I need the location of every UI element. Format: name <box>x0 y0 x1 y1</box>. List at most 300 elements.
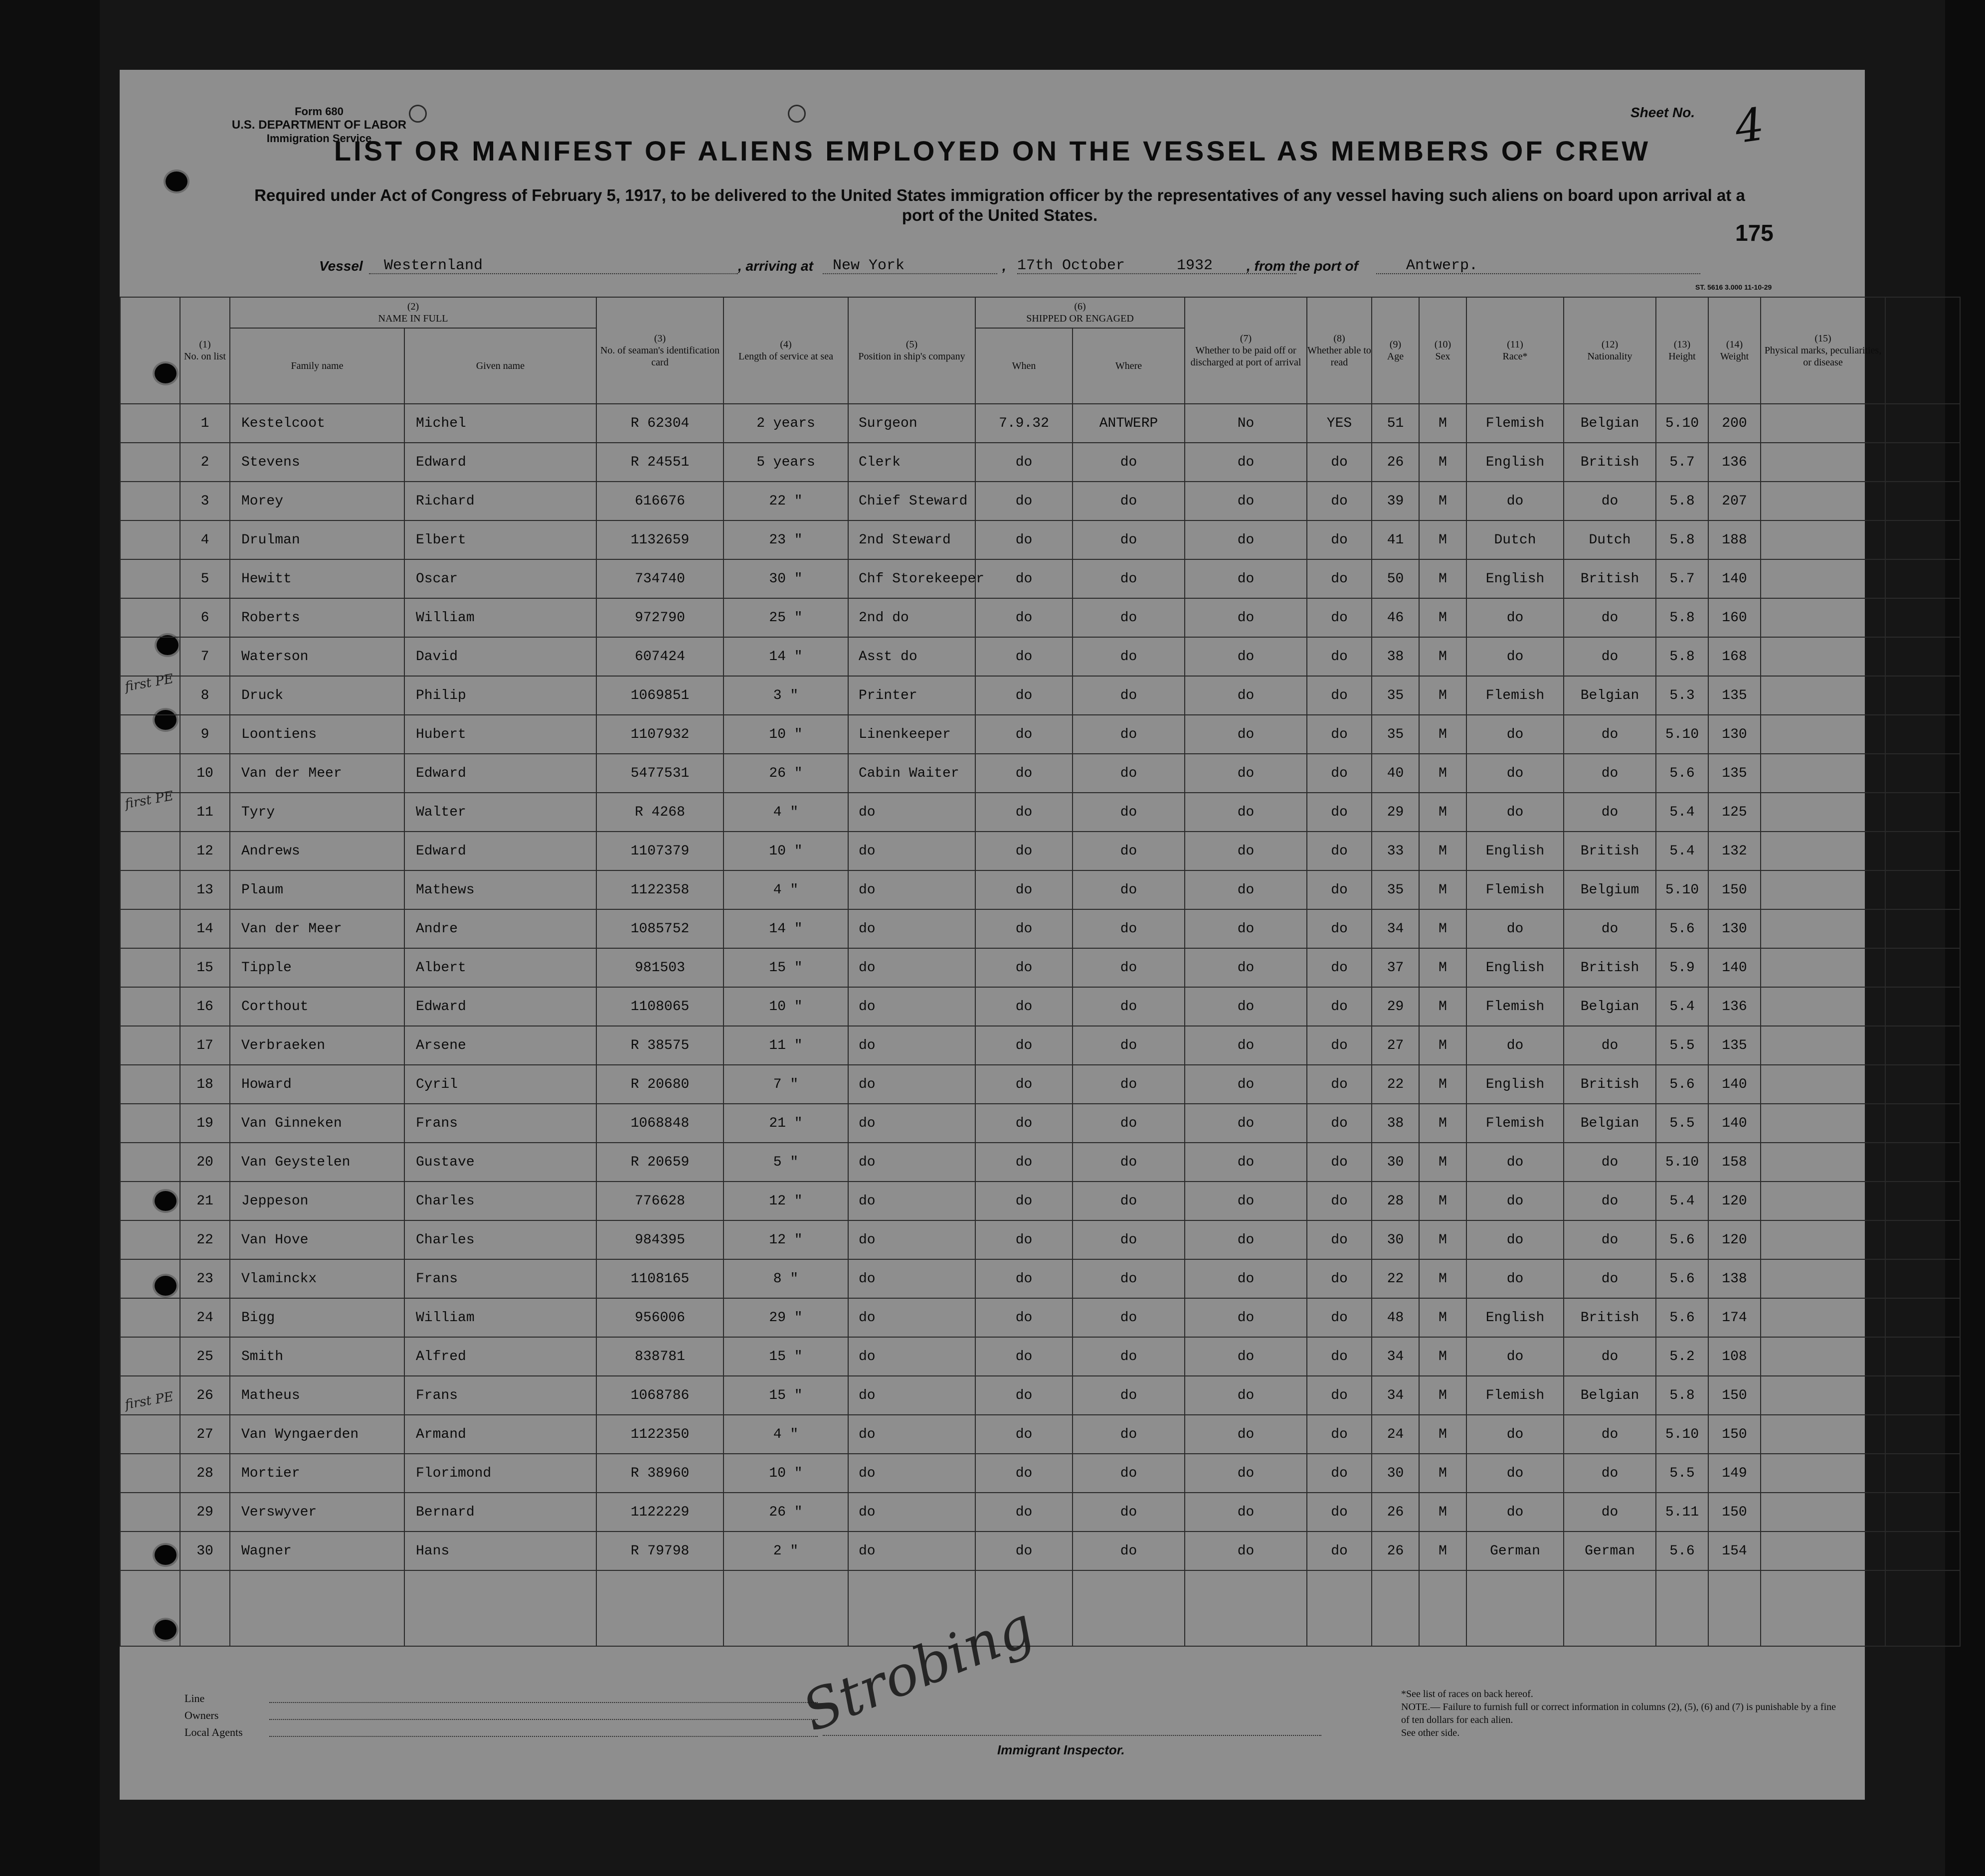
column-header-no: (1) No. on list <box>180 297 230 404</box>
blank-cell <box>1885 1104 1960 1143</box>
cell-race: Flemish <box>1466 1376 1564 1415</box>
cell-read: do <box>1307 637 1372 676</box>
table-row <box>120 1376 1960 1415</box>
cell-service: 12 " <box>723 1182 848 1220</box>
empty-cell <box>1307 1570 1372 1646</box>
table-row <box>120 793 1960 832</box>
cell-race: do <box>1466 1337 1564 1376</box>
cell-position: do <box>848 793 975 832</box>
cell-paid-off: do <box>1185 1104 1307 1143</box>
cell-paid-off: do <box>1185 870 1307 909</box>
cell-paid-off: do <box>1185 1337 1307 1376</box>
cell-family: Plaum <box>230 870 404 909</box>
cell-position: do <box>848 1143 975 1182</box>
cell-no: 29 <box>180 1493 230 1532</box>
cell-sex: M <box>1419 793 1466 832</box>
margin-cell <box>120 909 180 948</box>
cell-given: Gustave <box>404 1143 596 1182</box>
cell-position: do <box>848 870 975 909</box>
agents-label: Local Agents <box>184 1726 243 1738</box>
cell-paid-off: do <box>1185 559 1307 598</box>
cell-weight: 140 <box>1708 948 1761 987</box>
cell-card: 1108165 <box>596 1259 723 1298</box>
from-port: Antwerp. <box>1406 257 1478 274</box>
cell-no: 8 <box>180 676 230 715</box>
column-header-service: (4) Length of service at sea <box>723 297 848 404</box>
cell-card: 1068848 <box>596 1104 723 1143</box>
cell-family: Loontiens <box>230 715 404 754</box>
cell-read: do <box>1307 1493 1372 1532</box>
cell-where: do <box>1073 676 1185 715</box>
table-row <box>120 1182 1960 1220</box>
cell-read: do <box>1307 1337 1372 1376</box>
cell-where: do <box>1073 1532 1185 1570</box>
cell-given: Arsene <box>404 1026 596 1065</box>
cell-age: 34 <box>1372 909 1419 948</box>
cell-sex: M <box>1419 715 1466 754</box>
cell-card: R 38960 <box>596 1454 723 1493</box>
cell-when: do <box>975 1220 1073 1259</box>
margin-cell <box>120 404 180 443</box>
cell-height: 5.11 <box>1656 1493 1708 1532</box>
cell-read: do <box>1307 482 1372 520</box>
cell-family: Andrews <box>230 832 404 870</box>
cell-where: do <box>1073 1026 1185 1065</box>
owners-row <box>184 1707 243 1724</box>
cell-service: 26 " <box>723 1493 848 1532</box>
cell-no: 1 <box>180 404 230 443</box>
cell-when: do <box>975 754 1073 793</box>
cell-no: 27 <box>180 1415 230 1454</box>
cell-no: 30 <box>180 1532 230 1570</box>
cell-weight: 200 <box>1708 404 1761 443</box>
cell-weight: 188 <box>1708 520 1761 559</box>
cell-no: 14 <box>180 909 230 948</box>
margin-cell <box>120 1298 180 1337</box>
cell-marks <box>1761 1143 1885 1182</box>
cell-age: 29 <box>1372 987 1419 1026</box>
cell-family: Tyry <box>230 793 404 832</box>
cell-weight: 158 <box>1708 1143 1761 1182</box>
cell-marks <box>1761 559 1885 598</box>
blank-cell <box>1885 1065 1960 1104</box>
manifest-page <box>120 70 1882 1800</box>
column-header-position: (5) Position in ship's company <box>848 297 975 404</box>
cell-when: do <box>975 676 1073 715</box>
cell-card: 1085752 <box>596 909 723 948</box>
cell-read: do <box>1307 1065 1372 1104</box>
cell-service: 4 " <box>723 793 848 832</box>
cell-height: 5.10 <box>1656 1415 1708 1454</box>
binder-edge <box>0 0 100 1876</box>
cell-service: 10 " <box>723 715 848 754</box>
empty-cell <box>1419 1570 1466 1646</box>
table-row <box>120 520 1960 559</box>
cell-paid-off: do <box>1185 1493 1307 1532</box>
margin-column-header <box>120 297 180 404</box>
races-note: *See list of races on back hereof. <box>1401 1689 1533 1700</box>
footer-labels <box>184 1690 243 1741</box>
cell-read: do <box>1307 948 1372 987</box>
cell-card: R 4268 <box>596 793 723 832</box>
cell-marks <box>1761 715 1885 754</box>
cell-weight: 150 <box>1708 870 1761 909</box>
cell-height: 5.6 <box>1656 1065 1708 1104</box>
cell-paid-off: do <box>1185 1376 1307 1415</box>
cell-height: 5.10 <box>1656 870 1708 909</box>
cell-weight: 130 <box>1708 909 1761 948</box>
column-header-nationality: (12) Nationality <box>1564 297 1656 404</box>
cell-age: 50 <box>1372 559 1419 598</box>
table-row <box>120 1298 1960 1337</box>
cell-when: do <box>975 1337 1073 1376</box>
table-row <box>120 404 1960 443</box>
empty-cell <box>596 1570 723 1646</box>
blank-cell <box>1885 520 1960 559</box>
table-row <box>120 1220 1960 1259</box>
blank-cell <box>1885 1337 1960 1376</box>
cell-weight: 150 <box>1708 1376 1761 1415</box>
cell-given: Edward <box>404 443 596 482</box>
cell-height: 5.10 <box>1656 1143 1708 1182</box>
cell-height: 5.10 <box>1656 404 1708 443</box>
cell-marks <box>1761 404 1885 443</box>
service-name: Immigration Service <box>266 132 372 145</box>
cell-marks <box>1761 598 1885 637</box>
table-row <box>120 1065 1960 1104</box>
cell-card: 1122229 <box>596 1493 723 1532</box>
cell-no: 20 <box>180 1143 230 1182</box>
cell-position: do <box>848 832 975 870</box>
cell-family: Bigg <box>230 1298 404 1337</box>
cell-read: do <box>1307 1415 1372 1454</box>
cell-race: Dutch <box>1466 520 1564 559</box>
cell-nationality: Belgian <box>1564 404 1656 443</box>
column-header-when: When <box>975 328 1073 404</box>
cell-position: do <box>848 1532 975 1570</box>
cell-family: Hewitt <box>230 559 404 598</box>
cell-marks <box>1761 1298 1885 1337</box>
cell-age: 48 <box>1372 1298 1419 1337</box>
cell-paid-off: do <box>1185 1532 1307 1570</box>
cell-paid-off: do <box>1185 482 1307 520</box>
cell-card: 838781 <box>596 1337 723 1376</box>
sheet-label: Sheet No. <box>1630 105 1695 120</box>
margin-cell <box>120 443 180 482</box>
cell-where: do <box>1073 520 1185 559</box>
cell-card: 984395 <box>596 1220 723 1259</box>
cell-age: 26 <box>1372 1532 1419 1570</box>
cell-sex: M <box>1419 1454 1466 1493</box>
cell-card: 1069851 <box>596 676 723 715</box>
cell-sex: M <box>1419 754 1466 793</box>
cell-height: 5.9 <box>1656 948 1708 987</box>
cell-read: do <box>1307 754 1372 793</box>
cell-position: Linenkeeper <box>848 715 975 754</box>
cell-no: 21 <box>180 1182 230 1220</box>
cell-nationality: British <box>1564 1065 1656 1104</box>
cell-service: 5 " <box>723 1143 848 1182</box>
blank-cell <box>1885 1376 1960 1415</box>
cell-given: Walter <box>404 793 596 832</box>
blank-cell <box>1885 948 1960 987</box>
cell-family: Stevens <box>230 443 404 482</box>
blank-cell <box>1885 1454 1960 1493</box>
cell-race: do <box>1466 1182 1564 1220</box>
cell-given: Cyril <box>404 1065 596 1104</box>
cell-service: 29 " <box>723 1298 848 1337</box>
margin-cell <box>120 1104 180 1143</box>
cell-service: 11 " <box>723 1026 848 1065</box>
cell-race: do <box>1466 1220 1564 1259</box>
blank-cell <box>1885 598 1960 637</box>
blank-cell <box>1885 1415 1960 1454</box>
cell-read: do <box>1307 987 1372 1026</box>
cell-age: 41 <box>1372 520 1419 559</box>
cell-no: 4 <box>180 520 230 559</box>
cell-race: English <box>1466 559 1564 598</box>
blank-cell <box>1885 715 1960 754</box>
cell-nationality: do <box>1564 1415 1656 1454</box>
blank-cell <box>1885 559 1960 598</box>
cell-position: do <box>848 1104 975 1143</box>
cell-no: 18 <box>180 1065 230 1104</box>
cell-family: Jeppeson <box>230 1182 404 1220</box>
cell-race: English <box>1466 1298 1564 1337</box>
cell-sex: M <box>1419 676 1466 715</box>
cell-where: do <box>1073 1104 1185 1143</box>
cell-weight: 136 <box>1708 443 1761 482</box>
cell-card: 616676 <box>596 482 723 520</box>
arriving-label: , arriving at <box>738 258 813 274</box>
cell-service: 30 " <box>723 559 848 598</box>
cell-read: do <box>1307 909 1372 948</box>
table-row <box>120 482 1960 520</box>
cell-read: do <box>1307 520 1372 559</box>
cell-service: 15 " <box>723 1376 848 1415</box>
dotted-line <box>269 1736 818 1737</box>
cell-height: 5.8 <box>1656 598 1708 637</box>
margin-cell <box>120 1337 180 1376</box>
cell-service: 15 " <box>723 948 848 987</box>
cell-where: do <box>1073 754 1185 793</box>
cell-weight: 140 <box>1708 1065 1761 1104</box>
cell-marks <box>1761 1532 1885 1570</box>
cell-service: 4 " <box>723 1415 848 1454</box>
owners-label: Owners <box>184 1709 219 1721</box>
cell-marks <box>1761 676 1885 715</box>
cell-given: Edward <box>404 987 596 1026</box>
cell-marks <box>1761 1454 1885 1493</box>
cell-where: do <box>1073 793 1185 832</box>
cell-read: do <box>1307 832 1372 870</box>
cell-no: 26 <box>180 1376 230 1415</box>
cell-sex: M <box>1419 987 1466 1026</box>
cell-no: 6 <box>180 598 230 637</box>
column-header-family: Family name <box>230 328 404 404</box>
table-row <box>120 676 1960 715</box>
cell-nationality: British <box>1564 443 1656 482</box>
cell-position: do <box>848 1454 975 1493</box>
cell-nationality: do <box>1564 793 1656 832</box>
cell-height: 5.3 <box>1656 676 1708 715</box>
cell-no: 15 <box>180 948 230 987</box>
cell-marks <box>1761 1026 1885 1065</box>
cell-when: do <box>975 948 1073 987</box>
cell-paid-off: do <box>1185 637 1307 676</box>
cell-service: 15 " <box>723 1337 848 1376</box>
cell-where: do <box>1073 598 1185 637</box>
cell-card: 1068786 <box>596 1376 723 1415</box>
cell-card: 1107379 <box>596 832 723 870</box>
cell-race: do <box>1466 1415 1564 1454</box>
cell-paid-off: do <box>1185 1026 1307 1065</box>
cell-age: 30 <box>1372 1143 1419 1182</box>
cell-marks <box>1761 1415 1885 1454</box>
cell-card: 734740 <box>596 559 723 598</box>
margin-cell <box>120 598 180 637</box>
cell-when: do <box>975 1143 1073 1182</box>
table-row <box>120 832 1960 870</box>
empty-cell <box>1656 1570 1708 1646</box>
cell-family: Drulman <box>230 520 404 559</box>
cell-family: Van der Meer <box>230 754 404 793</box>
cell-where: do <box>1073 1065 1185 1104</box>
cell-paid-off: do <box>1185 1415 1307 1454</box>
cell-card: 776628 <box>596 1182 723 1220</box>
cell-when: do <box>975 909 1073 948</box>
cell-where: do <box>1073 715 1185 754</box>
cell-height: 5.10 <box>1656 715 1708 754</box>
blank-cell <box>1885 676 1960 715</box>
cell-family: Smith <box>230 1337 404 1376</box>
cell-given: William <box>404 598 596 637</box>
cell-when: do <box>975 1182 1073 1220</box>
cell-marks <box>1761 832 1885 870</box>
blank-cell <box>1885 1182 1960 1220</box>
cell-where: do <box>1073 637 1185 676</box>
cell-card: 5477531 <box>596 754 723 793</box>
margin-cell <box>120 870 180 909</box>
signature-line <box>823 1735 1321 1736</box>
cell-when: do <box>975 1026 1073 1065</box>
cell-when: do <box>975 1532 1073 1570</box>
cell-family: Verbraeken <box>230 1026 404 1065</box>
cell-race: do <box>1466 793 1564 832</box>
blank-cell <box>1885 793 1960 832</box>
cell-sex: M <box>1419 1532 1466 1570</box>
cell-card: 956006 <box>596 1298 723 1337</box>
margin-note: first PE <box>124 788 175 812</box>
cell-height: 5.2 <box>1656 1337 1708 1376</box>
cell-read: do <box>1307 598 1372 637</box>
cell-no: 12 <box>180 832 230 870</box>
cell-where: do <box>1073 832 1185 870</box>
cell-paid-off: do <box>1185 520 1307 559</box>
cell-marks <box>1761 443 1885 482</box>
blank-cell <box>1885 1532 1960 1570</box>
cell-given: Frans <box>404 1376 596 1415</box>
cell-race: do <box>1466 715 1564 754</box>
column-header-card: (3) No. of seaman's identification card <box>596 297 723 404</box>
cell-paid-off: do <box>1185 1298 1307 1337</box>
cell-where: do <box>1073 482 1185 520</box>
cell-height: 5.8 <box>1656 1376 1708 1415</box>
blank-cell <box>1885 404 1960 443</box>
table-row <box>120 1026 1960 1065</box>
margin-cell <box>120 1415 180 1454</box>
blank-cell <box>1885 987 1960 1026</box>
cell-paid-off: do <box>1185 754 1307 793</box>
table-row <box>120 1143 1960 1182</box>
margin-cell <box>120 559 180 598</box>
cell-when: do <box>975 1259 1073 1298</box>
cell-family: Van der Meer <box>230 909 404 948</box>
cell-position: 2nd do <box>848 598 975 637</box>
cell-paid-off: do <box>1185 1454 1307 1493</box>
empty-cell <box>120 1570 180 1646</box>
margin-cell <box>120 1182 180 1220</box>
margin-cell <box>120 987 180 1026</box>
cell-position: do <box>848 909 975 948</box>
cell-given: Hubert <box>404 715 596 754</box>
cell-marks <box>1761 520 1885 559</box>
cell-service: 2 years <box>723 404 848 443</box>
cell-age: 28 <box>1372 1182 1419 1220</box>
cell-nationality: do <box>1564 754 1656 793</box>
cell-position: do <box>848 1220 975 1259</box>
cell-service: 23 " <box>723 520 848 559</box>
cell-card: R 20680 <box>596 1065 723 1104</box>
cell-weight: 207 <box>1708 482 1761 520</box>
table-row <box>120 1532 1960 1570</box>
cell-read: do <box>1307 1298 1372 1337</box>
cell-given: David <box>404 637 596 676</box>
cell-service: 5 years <box>723 443 848 482</box>
cell-race: do <box>1466 754 1564 793</box>
table-row <box>120 754 1960 793</box>
cell-service: 8 " <box>723 1259 848 1298</box>
cell-marks <box>1761 1337 1885 1376</box>
cell-nationality: Dutch <box>1564 520 1656 559</box>
margin-cell <box>120 1493 180 1532</box>
cell-when: do <box>975 1298 1073 1337</box>
vessel-label: Vessel <box>319 258 363 274</box>
cell-paid-off: do <box>1185 443 1307 482</box>
blank-cell <box>1885 443 1960 482</box>
cell-service: 26 " <box>723 754 848 793</box>
empty-cell <box>1185 1570 1307 1646</box>
blank-cell <box>1885 1298 1960 1337</box>
cell-family: Wagner <box>230 1532 404 1570</box>
cell-where: ANTWERP <box>1073 404 1185 443</box>
cell-given: William <box>404 1298 596 1337</box>
cell-race: do <box>1466 1454 1564 1493</box>
cell-weight: 150 <box>1708 1415 1761 1454</box>
margin-cell <box>120 1065 180 1104</box>
cell-marks <box>1761 948 1885 987</box>
cell-paid-off: No <box>1185 404 1307 443</box>
table-row <box>120 1104 1960 1143</box>
cell-weight: 135 <box>1708 676 1761 715</box>
cell-when: do <box>975 1376 1073 1415</box>
margin-cell <box>120 1454 180 1493</box>
table-row <box>120 598 1960 637</box>
cell-sex: M <box>1419 1337 1466 1376</box>
table-row <box>120 948 1960 987</box>
cell-nationality: do <box>1564 909 1656 948</box>
cell-position: do <box>848 1065 975 1104</box>
